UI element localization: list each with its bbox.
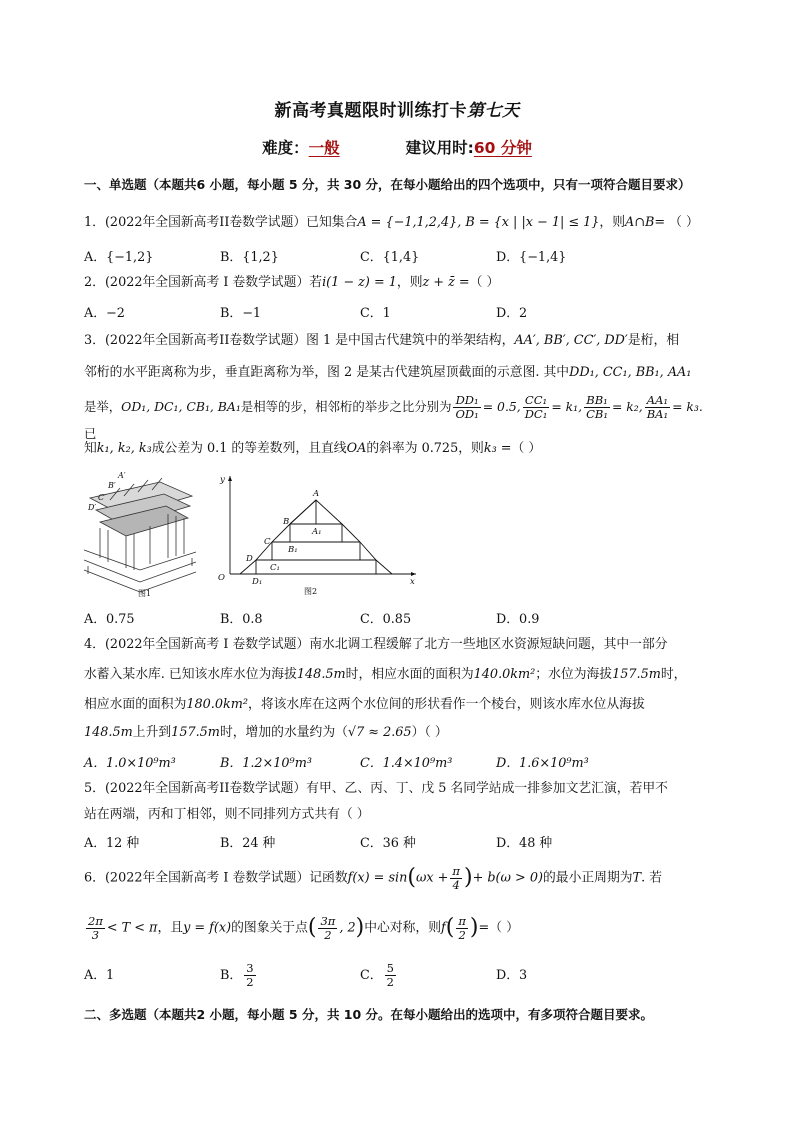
q2-text: ，则 — [396, 275, 423, 290]
q6-blank: （ ） — [489, 920, 519, 936]
question-6-line1: 6．(2022年全国新高考 I 卷数学试题）记函数f(x) = sin(ωx + $\frac{\pi}{4}$ )+ b(ω > 0)的最小正周期为T. 若 — [84, 863, 663, 892]
question-4-line1: 4．(2022年全国新高考 I 卷数学试题）南水北调工程缓解了北方一些地区水资源短缺问题，其中一部分 — [84, 637, 668, 652]
question-2 — [84, 270, 716, 295]
title-main: 新高考真题限时训练打卡 — [274, 101, 467, 121]
question-6-line2: $\frac{2\pi}{3}$ < T < π，且y = f(x)的图象关于点( $\frac{3\pi}{2}$ , 2)中心对称，则f( $\frac{\pi}{2}$ )=（ ） — [88, 913, 519, 942]
q1-blank: = （ ） — [654, 215, 699, 230]
fig1-caption: 图1 — [138, 589, 152, 598]
q1-stem: 1．(2022年全国新高考II卷数学试题）已知集合 — [84, 215, 358, 230]
question-4-line4 — [84, 720, 716, 745]
question-4-line2 — [84, 662, 716, 687]
q3-option-b: B．0.8 — [220, 612, 263, 627]
q5-option-d: D．48 种 — [496, 836, 553, 851]
fig2-label-x: x — [410, 577, 415, 587]
q6-option-c: C． $\frac{5}{2}$ — [360, 961, 394, 989]
q1-text: ，则 — [599, 215, 626, 230]
q4-to-level: 157.5m — [171, 725, 220, 740]
q2-stem: 2．(2022年全国新高考 I 卷数学试题）若 — [84, 275, 323, 290]
fig2-label-d1: D₁ — [252, 577, 263, 587]
q5-option-a: A．12 种 — [84, 836, 140, 851]
q4-text-3b: ，将该水库在这两个水位间的形状看作一个棱台，则该水库水位从海拔 — [248, 697, 645, 712]
question-1 — [84, 210, 716, 235]
q1-options — [84, 246, 716, 268]
q3-text-3c: . 已 — [84, 399, 703, 441]
fig2-caption: 图2 — [304, 587, 318, 596]
q3-text-4b: 成公差为 0.1 的等差数列，且直线 — [151, 441, 347, 456]
q4-option-d: D．1.6×10⁹m³ — [496, 756, 589, 771]
q6-text-2a: ，且 — [157, 920, 184, 936]
q2-option-d: D．2 — [496, 306, 528, 321]
question-5-line2: 站在两端，丙和丁相邻，则不同排列方式共有（ ） — [84, 807, 370, 822]
q3-option-a: A．0.75 — [84, 612, 135, 627]
q6-pi-over-2: $\frac{\pi}{2}$ — [458, 913, 466, 942]
fig2-label-c: C — [264, 537, 271, 547]
q6-text-1a: 6．(2022年全国新高考 I 卷数学试题）记函数 — [84, 870, 348, 886]
question-5-line1: 5．(2022年全国新高考II卷数学试题）有甲、乙、丙、丁、戊 5 名同学站成一排参加文艺汇演，若甲不 — [84, 781, 668, 796]
q4-text-4a: 上升到 — [132, 725, 172, 740]
q3-k-values: k₁, k₂, k₃ — [96, 441, 152, 456]
q3-ratio-1: $\frac{\text{DD₁}}{\text{OD₁}}$ — [455, 393, 479, 421]
q1-option-d: D．{−1,4} — [496, 250, 567, 265]
q3-option-c: C．0.85 — [360, 612, 412, 627]
q2-option-b: B．−1 — [220, 306, 262, 321]
q5-options — [84, 832, 716, 854]
fig2-label-b1: B₁ — [288, 545, 298, 555]
fig2-label-c1: C₁ — [270, 563, 280, 573]
q3-steps: OD₁, DC₁, CB₁, BA₁ — [121, 399, 241, 414]
q3-k3: k₃ = — [483, 441, 512, 456]
q6-pi-over-4: $\frac{\pi}{4}$ — [452, 863, 460, 892]
time-label: 建议用时: — [405, 139, 474, 157]
q4-text-3a: 相应水面的面积为 — [84, 697, 187, 712]
q4-text-2a: 水蓄入某水库. 已知该水库水位为海拔 — [84, 667, 297, 682]
q3-eq4: = k₃ — [672, 399, 699, 414]
question-4-line3 — [84, 692, 716, 717]
question-3-line1 — [84, 328, 716, 353]
q5-option-c: C．36 种 — [360, 836, 416, 851]
q4-from-level: 148.5m — [84, 725, 133, 740]
q6-func: f(x) = sin — [347, 870, 408, 886]
q3-eq2: = k₁, — [551, 399, 583, 414]
q1-sets: A = {−1,1,2,4}, B = {x | |x − 1| ≤ 1} — [357, 215, 600, 230]
q6-f: f — [441, 920, 446, 936]
fig1-label-b: B′ — [108, 481, 116, 490]
q2-expression: z + z̄ = — [422, 275, 470, 290]
q6-text-1b: 的最小正周期为 — [542, 870, 633, 886]
q3-ratio-2: $\frac{\text{CC₁}}{\text{DC₁}}$ — [524, 393, 548, 421]
fig1-label-d: D′ — [88, 503, 97, 512]
q4-sqrt-hint: √7 ≈ 2.65 — [347, 725, 412, 740]
q6-equals: = — [478, 920, 490, 936]
q2-option-a: A．−2 — [84, 306, 125, 321]
q3-blank: （ ） — [511, 441, 542, 456]
q4-options — [84, 752, 716, 774]
q3-line-oa: OA — [346, 441, 367, 456]
q3-ratio-3: $\frac{\text{BB₁}}{\text{CB₁}}$ — [586, 393, 608, 421]
fig1-label-c: C′ — [98, 493, 106, 502]
q3-eq3: = k₂, — [611, 399, 643, 414]
q3-text-4a: 知 — [84, 441, 97, 456]
question-3-line4 — [84, 436, 716, 461]
q6-period: T — [632, 870, 642, 886]
q5-option-b: B．24 种 — [220, 836, 276, 851]
q2-options — [84, 302, 716, 324]
q4-area-high: 180.0km² — [186, 697, 249, 712]
fig1-label-a: A′ — [118, 471, 126, 480]
q3-option-d: D．0.9 — [496, 612, 540, 627]
q3-text-3b: 是相等的步，相邻桁的举步之比分别为 — [240, 399, 452, 414]
q2-equation: i(1 − z) = 1 — [322, 275, 397, 290]
fig2-label-y: y — [220, 475, 225, 485]
q6-range: < T < π — [106, 920, 158, 936]
section2-heading: 二、多选题（本题共2 小题，每小题 5 分，共 10 分。在每小题给出的选项中，有多项符合题目要求。 — [84, 1007, 654, 1022]
q1-option-c: C．{1,4} — [360, 250, 420, 265]
q3-eq1: = 0.5, — [482, 399, 521, 414]
section1-heading: 一、单选题（本题共6 小题，每小题 5 分，共 30 分，在每小题给出的四个选项中，只有一项符合题目要求） — [84, 177, 691, 192]
difficulty-line — [0, 136, 794, 158]
q3-options — [84, 608, 716, 630]
q4-text-4b: 时，增加的水量约为（ — [219, 725, 348, 740]
fig2-label-a: A — [313, 489, 320, 499]
q3-rises: DD₁, CC₁, BB₁, AA₁ — [569, 365, 692, 380]
fig2-label-d: D — [246, 554, 253, 564]
q3-text-1b: 是桁，相 — [627, 333, 680, 348]
q4-area-low: 140.0km² — [473, 667, 536, 682]
difficulty-label: 难度： — [262, 139, 309, 157]
q6-graph: y = f(x) — [183, 920, 232, 936]
question-3-line2 — [84, 360, 716, 385]
q4-text-2c: ；水位为海拔 — [535, 667, 613, 682]
q4-text-2b: 时，相应水面的面积为 — [345, 667, 474, 682]
q6-option-b: B． $\frac{3}{2}$ — [220, 961, 254, 989]
q2-option-c: C．1 — [360, 306, 391, 321]
q6-text-2c: 中心对称，则 — [364, 920, 442, 936]
q4-level-low: 148.5m — [296, 667, 346, 682]
page-title — [0, 96, 794, 121]
q3-text-3a: 是举， — [84, 399, 122, 414]
q6-option-d: D．3 — [496, 968, 528, 983]
q4-text-2d: 时， — [660, 667, 687, 682]
q6-text-1c: . 若 — [641, 870, 663, 886]
q1-intersection: A∩B — [625, 215, 655, 230]
time-value: 60 分钟 — [473, 139, 532, 157]
q6-offset: + b(ω > 0) — [472, 870, 543, 886]
q1-option-b: B．{1,2} — [220, 250, 279, 265]
q4-option-c: C．1.4×10⁹m³ — [360, 756, 453, 771]
fig2-label-o: O — [218, 573, 225, 583]
q3-purlins: AA′, BB′, CC′, DD′ — [514, 333, 628, 348]
q2-blank: （ ） — [469, 275, 500, 290]
q6-options — [84, 962, 716, 996]
q1-option-a: A．{−1,2} — [84, 250, 154, 265]
figure-1-bracket-structure — [80, 470, 200, 598]
q3-text-2: 邻桁的水平距离称为步，垂直距离称为举，图 2 是某古代建筑屋顶截面的示意图. 其中 — [84, 365, 570, 380]
q6-option-a: A．1 — [84, 968, 115, 983]
q3-ratio-4: $\frac{\text{AA₁}}{\text{BA₁}}$ — [646, 393, 669, 421]
q4-option-a: A．1.0×10⁹m³ — [84, 756, 176, 771]
fig2-label-a1: A₁ — [312, 527, 322, 537]
q6-two-pi-over-3: $\frac{2\pi}{3}$ — [88, 913, 103, 942]
q6-three-pi-over-2: $\frac{3\pi}{2}$ — [320, 913, 336, 942]
title-day: 第七天 — [467, 101, 520, 121]
q4-option-b: B．1.2×10⁹m³ — [220, 756, 312, 771]
q4-blank: ）（ ） — [411, 725, 448, 740]
q6-text-2b: 的图象关于点 — [231, 920, 308, 936]
q3-text-1: 3．(2022年全国新高考II卷数学试题）图 1 是中国古代建筑中的举架结构， — [84, 333, 515, 348]
difficulty-value: 一般 — [308, 139, 340, 157]
figure-2-roof-section — [212, 474, 422, 596]
q6-arg: ωx + — [415, 870, 449, 886]
q3-text-4c: 的斜率为 0.725，则 — [366, 441, 484, 456]
q6-point-y: , 2 — [339, 920, 356, 936]
q4-level-high: 157.5m — [612, 667, 661, 682]
fig2-label-b: B — [283, 517, 290, 527]
